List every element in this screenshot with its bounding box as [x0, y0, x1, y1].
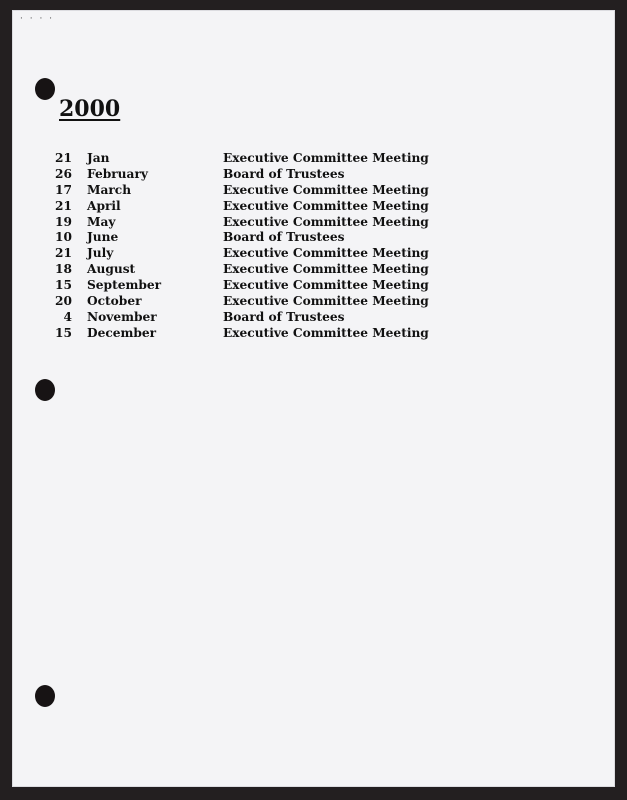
meeting-day: 26 — [55, 166, 72, 181]
meeting-month: November — [87, 309, 157, 324]
meeting-row — [53, 310, 423, 326]
meeting-row — [53, 230, 423, 246]
meeting-month: October — [87, 294, 142, 309]
meeting-day: 21 — [55, 151, 72, 165]
meeting-row — [53, 167, 423, 183]
meeting-row — [53, 325, 429, 342]
meeting-month: August — [87, 262, 136, 277]
meeting-month: December — [87, 325, 157, 340]
corner-marks: · · · · — [20, 14, 55, 24]
meeting-row — [53, 278, 429, 294]
year-heading: 2000 — [59, 96, 121, 122]
meeting-event: Executive Committee Meeting — [223, 262, 429, 277]
meeting-month: April — [87, 198, 121, 213]
meeting-event: Executive Committee Meeting — [223, 278, 429, 293]
meeting-day: 15 — [55, 325, 72, 340]
meeting-event: Board of Trustees — [223, 166, 345, 181]
punch-hole-top — [35, 78, 55, 100]
meeting-month: June — [87, 230, 119, 245]
punch-hole-bottom — [35, 685, 55, 707]
meeting-row — [53, 151, 429, 167]
meeting-row — [53, 198, 429, 215]
meeting-event: Board of Trustees — [223, 230, 345, 245]
meeting-row — [53, 262, 429, 278]
document-page — [12, 10, 615, 787]
meeting-month: February — [87, 166, 148, 181]
meeting-event: Board of Trustees — [223, 309, 345, 324]
meeting-row — [53, 246, 429, 262]
meeting-event: Executive Committee Meeting — [223, 214, 429, 229]
meeting-event: Executive Committee Meeting — [223, 198, 429, 213]
meeting-day: 20 — [55, 294, 72, 309]
meeting-event: Executive Committee Meeting — [223, 325, 429, 340]
meeting-day: 15 — [55, 278, 72, 293]
meeting-event: Executive Committee Meeting — [223, 246, 429, 261]
meeting-day: 17 — [55, 182, 72, 197]
meeting-day: 18 — [55, 262, 72, 277]
meeting-row — [53, 294, 429, 310]
meeting-day: 19 — [55, 214, 72, 229]
meeting-row — [53, 182, 429, 199]
meeting-day: 21 — [55, 246, 72, 261]
meeting-day: 21 — [55, 198, 72, 213]
meeting-event: Executive Committee Meeting — [223, 294, 429, 309]
meeting-day: 10 — [55, 230, 72, 245]
meeting-month: Jan — [87, 151, 110, 165]
meeting-event: Executive Committee Meeting — [223, 182, 429, 197]
meeting-month: September — [87, 278, 162, 293]
meeting-schedule — [53, 151, 429, 342]
meeting-row — [53, 214, 429, 231]
meeting-event: Executive Committee Meeting — [223, 151, 429, 165]
meeting-day: 4 — [63, 309, 72, 324]
meeting-month: July — [87, 246, 114, 261]
meeting-month: May — [87, 214, 116, 229]
punch-hole-middle — [35, 379, 55, 401]
meeting-month: March — [87, 182, 132, 197]
